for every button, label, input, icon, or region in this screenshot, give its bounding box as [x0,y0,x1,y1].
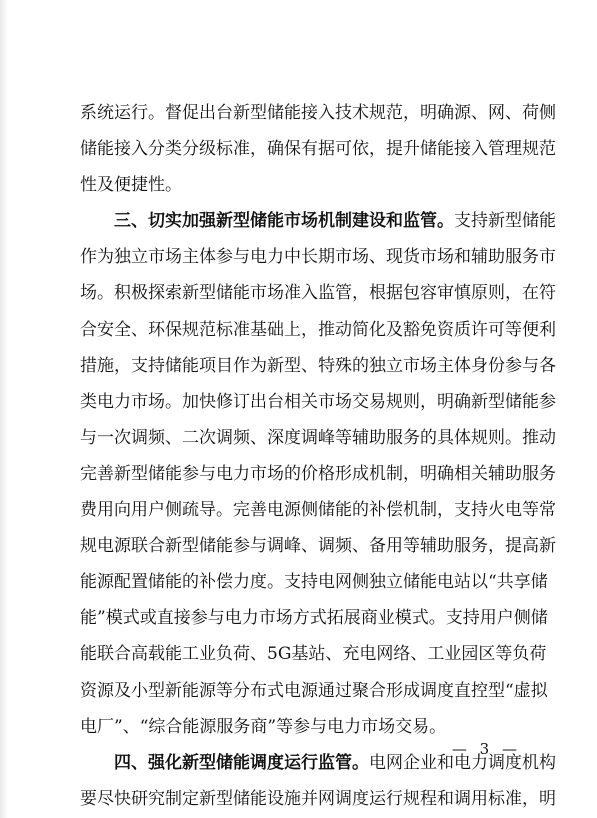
section-heading-4-tail: 电网企业和电力调度机构 [369,752,556,773]
text-line: 合安全、环保规范标准基础上，推动简化及豁免资质许可等便利 [80,319,556,340]
text-line: 能”模式或直接参与电力市场方式拓展商业模式。支持用户侧储 [80,608,548,629]
text-line: 要尽快研究制定新型储能设施并网调度运行规程和调用标准，明 [80,788,556,809]
text-line: 与一次调频、二次调频、深度调峰等辅助服务的具体规则。推动 [80,427,556,448]
text-line: 系统运行。督促出台新型储能接入技术规范，明确源、网、荷侧 [80,103,556,123]
text-line: 场。积极探索新型储能市场准入监管，根据包容审慎原则，在符 [80,283,556,304]
page-number: — 3 — [451,740,521,758]
section-heading-3-tail: 支持新型储能 [454,211,556,232]
section-heading-3-line [80,203,556,239]
text-line: 完善新型储能参与电力市场的价格形成机制，明确相关辅助服务 [80,463,556,484]
text-line: 能源配置储能的补偿力度。支持电网侧独立储能电站以“共享储 [80,572,548,593]
text-line: 储能接入分类分级标准，确保有据可依，提升储能接入管理规范 [80,139,556,160]
text-line: 能联合高载能工业负荷、5G基站、充电网络、工业园区等负荷 [80,644,547,665]
text-line: 性及便捷性。 [80,175,182,196]
text-line: 电厂”、“综合能源服务商”等参与电力市场交易。 [80,716,447,737]
text-line: 作为独立市场主体参与电力中长期市场、现货市场和辅助服务市 [80,247,556,268]
page-edge-shadow [0,0,8,818]
text-line: 类电力市场。加快修订出台相关市场交易规则，明确新型储能参 [80,391,556,412]
text-line: 规电源联合新型储能参与调峰、调频、备用等辅助服务，提高新 [80,536,556,557]
section-heading-3: 三、切实加强新型储能市场机制建设和监管。 [114,211,454,232]
text-line: 资源及小型新能源等分布式电源通过聚合形成调度直控型“虚拟 [80,680,548,701]
document-body [80,95,556,817]
text-line: 措施，支持储能项目作为新型、特殊的独立市场主体身份参与各 [80,355,556,376]
section-heading-4: 四、强化新型储能调度运行监管。 [114,752,369,773]
text-line: 费用向用户侧疏导。完善电源侧储能的补偿机制，支持火电等常 [80,500,556,521]
